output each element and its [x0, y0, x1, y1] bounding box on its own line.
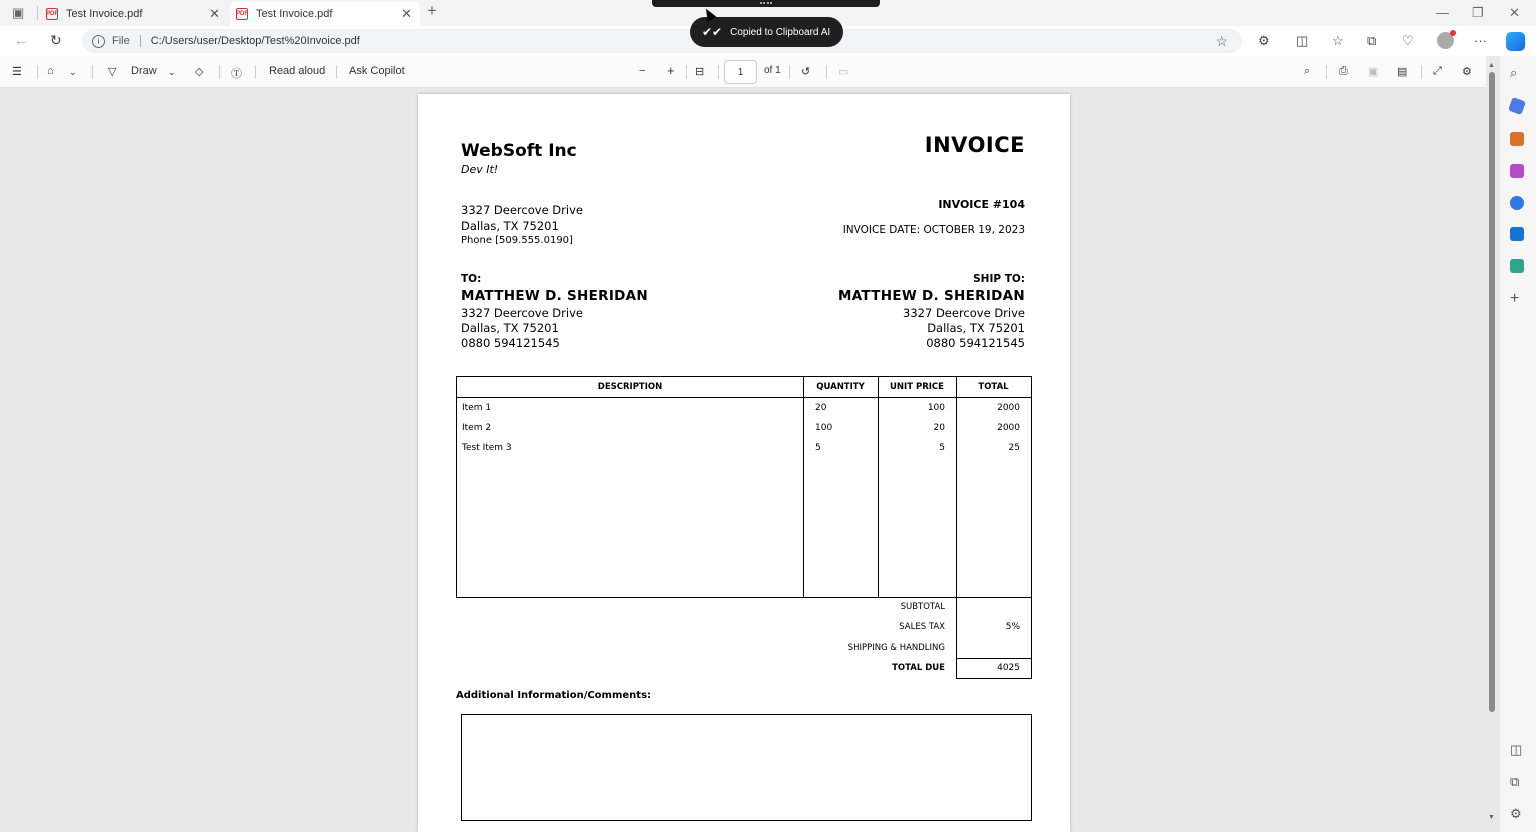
divider [255, 65, 256, 79]
column-divider [878, 377, 879, 597]
add-sidebar-app-icon[interactable]: + [1510, 290, 1520, 307]
fullscreen-icon[interactable]: ⤢ [1433, 65, 1442, 77]
to-label: TO: [461, 273, 482, 285]
restore-button[interactable]: ❐ [1472, 5, 1484, 20]
zoom-in-button[interactable]: + [667, 63, 675, 78]
double-check-icon: ✔✔ [702, 25, 723, 39]
chevron-down-icon[interactable]: ⌄ [69, 67, 77, 77]
scroll-up-icon[interactable]: ▲ [1488, 62, 1495, 69]
more-options-icon[interactable]: ··· [1474, 33, 1487, 48]
favorite-star-icon[interactable]: ☆ [1215, 32, 1228, 49]
company-phone: Phone [509.555.0190] [461, 235, 573, 246]
pdf-icon: PDF [236, 8, 248, 20]
address-bar[interactable] [82, 26, 1242, 53]
item-description: Item 2 [462, 423, 492, 433]
divider [686, 65, 687, 79]
company-name: WebSoft Inc [461, 141, 577, 161]
item-description: Item 1 [462, 403, 492, 413]
save-icon[interactable]: ▣ [1368, 66, 1379, 78]
text-icon[interactable]: Ⓣ [231, 68, 242, 80]
collections-icon[interactable]: ⧉ [1367, 33, 1377, 48]
divider [1421, 65, 1422, 79]
company-address-line2: Dallas, TX 75201 [461, 219, 559, 233]
company-address-line1: 3327 Deercove Drive [461, 203, 583, 217]
ship-to-address-line2: Dallas, TX 75201 [927, 321, 1025, 335]
sales-tax-label: SALES TAX [899, 622, 945, 632]
header-quantity: QUANTITY [816, 382, 865, 392]
divider [92, 65, 93, 79]
item-unit-price: 20 [933, 423, 945, 433]
extensions-icon[interactable]: ⚙ [1258, 33, 1270, 48]
edge-sidebar [1500, 56, 1536, 832]
divider [336, 65, 337, 79]
total-due-value: 4025 [997, 663, 1020, 673]
item-unit-price: 5 [939, 443, 945, 453]
to-address-line1: 3327 Deercove Drive [461, 306, 583, 320]
save-as-icon[interactable]: ▤ [1397, 66, 1408, 78]
new-tab-button[interactable]: + [427, 1, 437, 20]
page-view-icon[interactable]: ▭ [838, 66, 849, 78]
column-divider [956, 377, 957, 597]
ship-to-name: MATTHEW D. SHERIDAN [837, 288, 1025, 304]
tab-2-active[interactable] [230, 2, 420, 26]
page-number-input[interactable] [724, 60, 757, 84]
pdf-toolbar [0, 56, 1486, 88]
copilot-icon[interactable] [1506, 32, 1525, 51]
divider [789, 65, 790, 79]
info-icon[interactable]: i [92, 35, 105, 48]
page-number: 1 [737, 66, 744, 78]
minimize-button[interactable]: — [1436, 5, 1449, 20]
total-due-box [956, 658, 1032, 679]
divider [140, 35, 141, 47]
highlight-icon[interactable]: ⌂ [47, 65, 54, 77]
profile-avatar[interactable] [1437, 32, 1454, 49]
invoice-title: INVOICE [924, 133, 1025, 157]
item-quantity: 5 [815, 443, 821, 453]
split-screen-icon[interactable]: ◫ [1296, 33, 1309, 48]
item-total: 25 [1008, 443, 1020, 453]
zoom-out-button[interactable]: − [639, 65, 646, 77]
tools-icon[interactable] [1510, 132, 1524, 146]
browser-essentials-icon[interactable]: ♡ [1402, 33, 1414, 48]
tab-actions-icon[interactable]: ▣ [12, 5, 25, 20]
outlook-icon[interactable] [1510, 227, 1524, 241]
toast-text: Copied to Clipboard AI [730, 26, 831, 38]
divider [718, 65, 719, 79]
fit-to-page-icon[interactable]: ⊟ [695, 66, 705, 78]
divider [219, 65, 220, 79]
drop-icon[interactable] [1510, 259, 1524, 273]
item-quantity: 20 [815, 403, 827, 413]
subtotal-label: SUBTOTAL [900, 602, 945, 612]
rotate-icon[interactable]: ↺ [801, 66, 811, 78]
close-window-button[interactable]: ✕ [1509, 5, 1520, 20]
to-name: MATTHEW D. SHERIDAN [461, 288, 649, 304]
sidebar-settings-icon[interactable]: ⚙ [1510, 806, 1522, 821]
ship-to-label: SHIP TO: [973, 273, 1025, 285]
invoice-number: INVOICE #104 [938, 198, 1025, 211]
read-aloud-button[interactable]: Read aloud [269, 65, 326, 77]
page-total: of 1 [764, 65, 781, 76]
items-table [456, 376, 1032, 598]
tab-1[interactable] [40, 2, 228, 26]
tab-divider [37, 6, 38, 20]
divider [1326, 65, 1327, 79]
open-external-icon[interactable]: ⧉ [1510, 774, 1520, 789]
comments-box [461, 714, 1032, 821]
totals-box [956, 597, 1032, 659]
item-description: Test Item 3 [462, 443, 512, 453]
header-total: TOTAL [978, 382, 1009, 392]
vertical-scrollbar[interactable] [1486, 60, 1498, 826]
scroll-down-icon[interactable]: ▼ [1488, 814, 1495, 821]
microsoft-365-icon[interactable] [1510, 196, 1524, 210]
divider [37, 65, 38, 79]
hide-sidebar-icon[interactable]: ◫ [1510, 742, 1523, 757]
item-total: 2000 [997, 403, 1020, 413]
pdf-page [418, 94, 1070, 832]
sales-tax-value: 5% [1005, 622, 1020, 632]
header-unit-price: UNIT PRICE [890, 382, 944, 392]
chevron-down-icon[interactable]: ⌄ [168, 67, 176, 77]
pdf-icon: PDF [46, 8, 58, 20]
contents-icon[interactable]: ☰ [12, 66, 22, 78]
scroll-thumb[interactable] [1489, 72, 1495, 712]
favorites-icon[interactable]: ☆ [1332, 33, 1344, 48]
invoice-date: INVOICE DATE: OCTOBER 19, 2023 [842, 224, 1025, 236]
clipboard-toast [690, 17, 843, 47]
scheme-label: File [112, 35, 130, 47]
eraser-icon[interactable]: ◇ [195, 66, 204, 78]
search-icon[interactable]: ⌕ [1510, 65, 1518, 80]
divider [826, 65, 827, 79]
company-tagline: Dev It! [461, 163, 499, 176]
close-tab-icon[interactable]: ✕ [209, 6, 220, 21]
back-button[interactable]: ← [14, 32, 28, 48]
ask-copilot-button[interactable]: Ask Copilot [349, 65, 405, 77]
item-quantity: 100 [815, 423, 833, 433]
drag-handle[interactable] [652, 0, 880, 7]
total-due-label: TOTAL DUE [892, 663, 945, 673]
settings-icon[interactable]: ⚙ [1462, 66, 1472, 78]
comments-label: Additional Information/Comments: [456, 690, 652, 701]
item-total: 2000 [997, 423, 1020, 433]
print-icon[interactable]: ⎙ [1339, 65, 1348, 77]
url-text[interactable]: C:/Users/user/Desktop/Test%20Invoice.pdf [150, 35, 360, 47]
header-description: DESCRIPTION [597, 382, 663, 392]
games-icon[interactable] [1510, 164, 1524, 178]
to-address-line2: Dallas, TX 75201 [461, 321, 559, 335]
draw-button[interactable]: Draw [131, 65, 157, 77]
search-icon[interactable]: ⌕ [1304, 65, 1311, 77]
draw-icon[interactable]: ▽ [108, 66, 117, 78]
refresh-button[interactable]: ↻ [50, 32, 62, 48]
shopping-tag-icon[interactable] [1508, 97, 1526, 115]
column-divider [803, 377, 804, 597]
close-tab-icon[interactable]: ✕ [401, 6, 412, 21]
shipping-label: SHIPPING & HANDLING [847, 643, 945, 653]
tab-title: Test Invoice.pdf [66, 8, 143, 20]
item-unit-price: 100 [927, 403, 945, 413]
tab-title: Test Invoice.pdf [256, 8, 333, 20]
ship-to-address-line1: 3327 Deercove Drive [903, 306, 1025, 320]
ship-to-phone: 0880 594121545 [926, 336, 1025, 350]
to-phone: 0880 594121545 [461, 336, 560, 350]
